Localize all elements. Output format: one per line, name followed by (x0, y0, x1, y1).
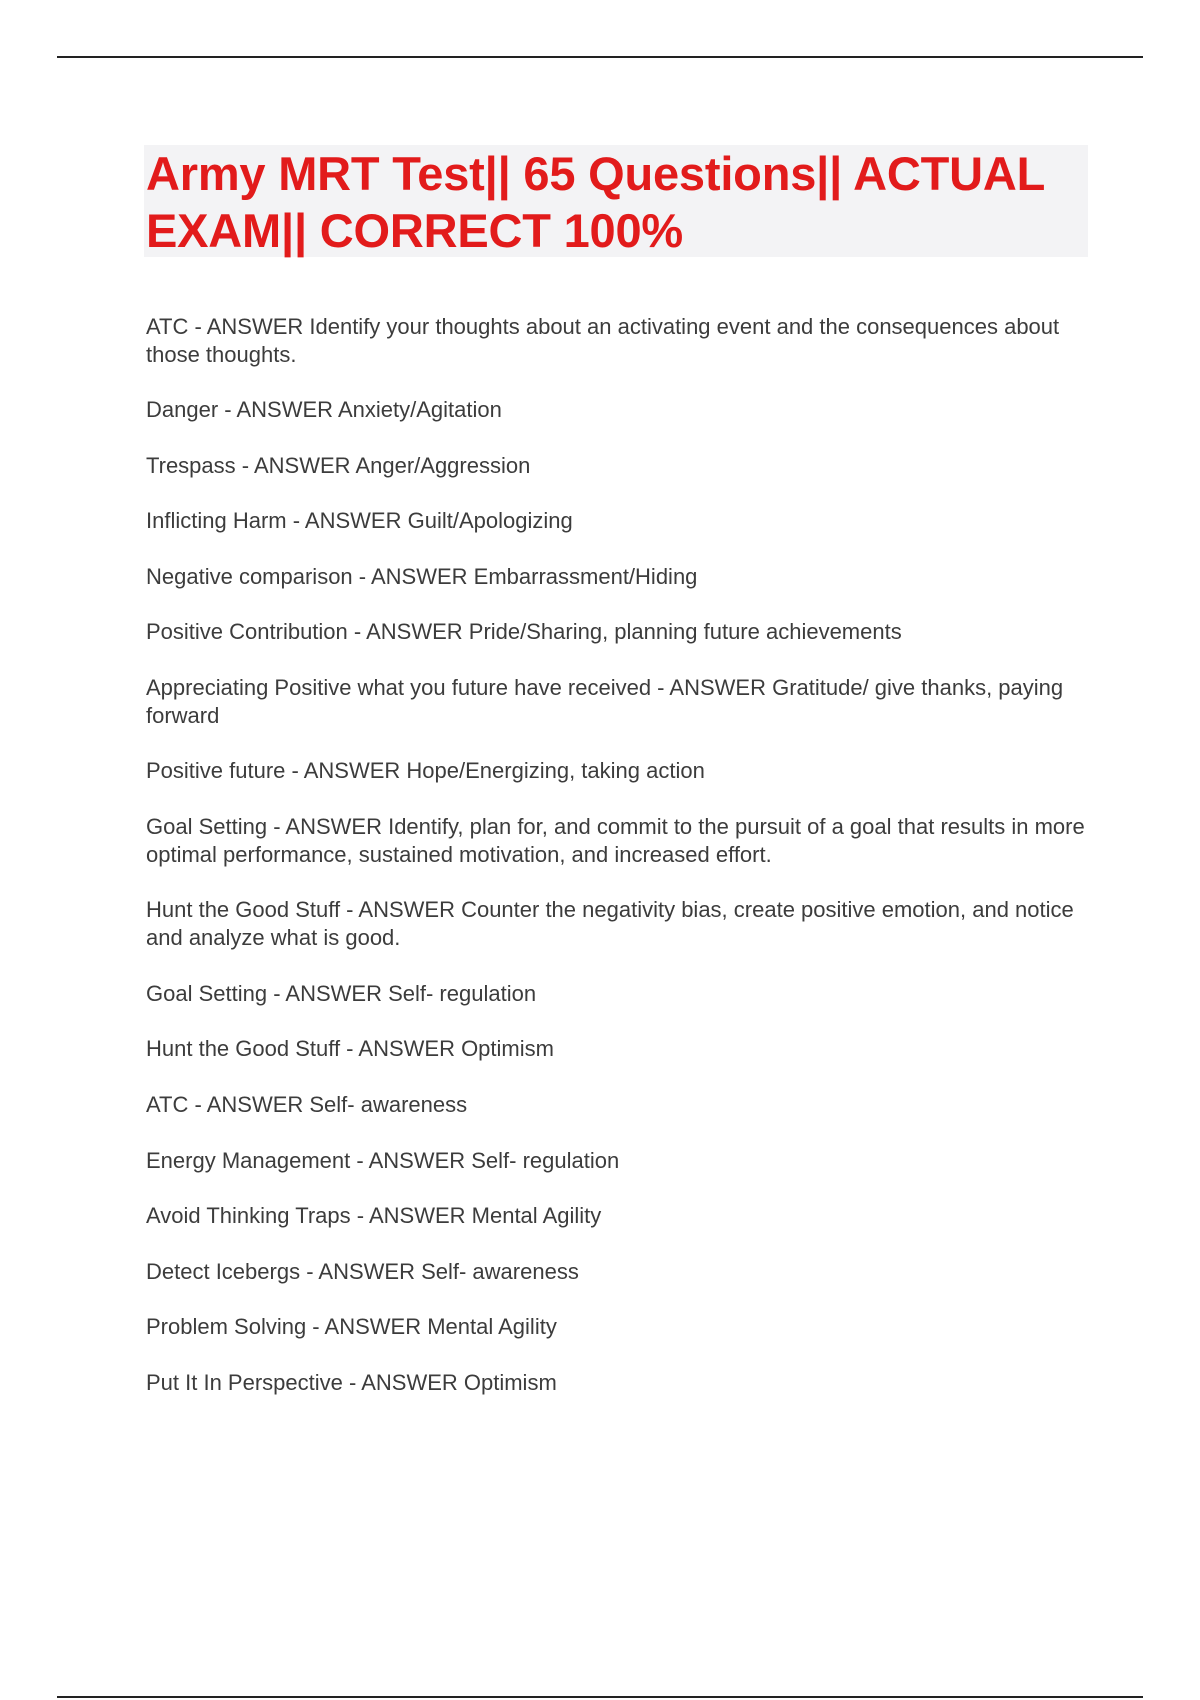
qa-item: Hunt the Good Stuff - ANSWER Optimism (146, 1036, 554, 1061)
qa-item: ATC - ANSWER Self- awareness (146, 1092, 468, 1117)
qa-item: Positive Contribution - ANSWER Pride/Sharing, planning future achievements (146, 619, 902, 644)
qa-item: Energy Management - ANSWER Self- regulation (146, 1148, 620, 1173)
qa-item: Avoid Thinking Traps - ANSWER Mental Agility (146, 1203, 602, 1228)
qa-item: ATC - ANSWER Identify your thoughts about an activating event and the consequences about those thoughts. (146, 314, 1060, 367)
qa-item: Danger - ANSWER Anxiety/Agitation (146, 397, 502, 422)
qa-item: Problem Solving - ANSWER Mental Agility (146, 1314, 557, 1339)
qa-item: Inflicting Harm - ANSWER Guilt/Apologizing (146, 508, 573, 533)
qa-item: Trespass - ANSWER Anger/Aggression (146, 453, 531, 478)
qa-item: Goal Setting - ANSWER Self- regulation (146, 981, 537, 1006)
qa-item: Goal Setting - ANSWER Identify, plan for, and commit to the pursuit of a goal that results in more optimal performance, sustained motivation, and increased effort. (146, 814, 1085, 867)
qa-item: Hunt the Good Stuff - ANSWER Counter the negativity bias, create positive emotion, and notice and analyze what is good. (146, 897, 1074, 950)
bottom-rule (57, 1696, 1143, 1698)
qa-item: Detect Icebergs - ANSWER Self- awareness (146, 1259, 579, 1284)
page-title: Army MRT Test|| 65 Questions|| ACTUAL EXAM|| CORRECT 100% (146, 147, 1045, 257)
top-rule (57, 56, 1143, 58)
qa-item: Positive future - ANSWER Hope/Energizing, taking action (146, 758, 705, 783)
qa-item: Put It In Perspective - ANSWER Optimism (146, 1370, 557, 1395)
qa-item: Appreciating Positive what you future have received - ANSWER Gratitude/ give thanks, paying forward (146, 675, 1064, 728)
qa-item: Negative comparison - ANSWER Embarrassment/Hiding (146, 564, 698, 589)
